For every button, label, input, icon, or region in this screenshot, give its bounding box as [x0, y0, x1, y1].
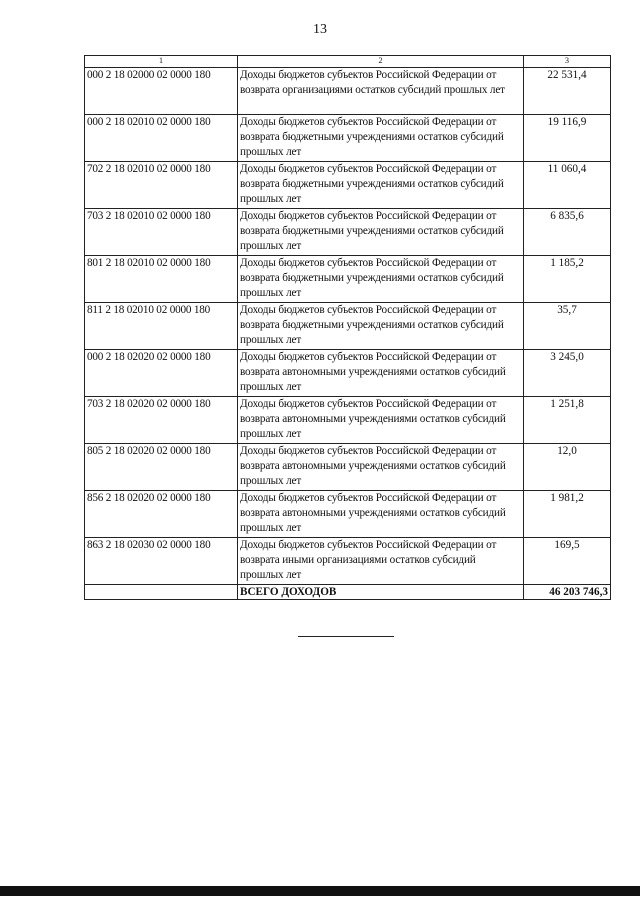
revenue-name: Доходы бюджетов субъектов Российской Федерации от возврата бюджетными учреждениями остатков субсидий прошлых лет	[238, 256, 524, 303]
end-rule	[298, 636, 394, 637]
revenue-amount: 12,0	[524, 444, 611, 491]
revenue-name: Доходы бюджетов субъектов Российской Федерации от возврата автономными учреждениями остатков субсидий прошлых лет	[238, 444, 524, 491]
column-number: 2	[238, 56, 524, 68]
budget-code: 703 2 18 02020 02 0000 180	[85, 397, 238, 444]
budget-code: 801 2 18 02010 02 0000 180	[85, 256, 238, 303]
table-row	[85, 538, 611, 585]
budget-code: 702 2 18 02010 02 0000 180	[85, 162, 238, 209]
total-label: ВСЕГО ДОХОДОВ	[238, 585, 524, 600]
total-row	[85, 585, 611, 600]
budget-code: 000 2 18 02010 02 0000 180	[85, 115, 238, 162]
revenue-amount: 169,5	[524, 538, 611, 585]
revenue-amount: 11 060,4	[524, 162, 611, 209]
budget-code: 000 2 18 02000 02 0000 180	[85, 68, 238, 115]
budget-code: 805 2 18 02020 02 0000 180	[85, 444, 238, 491]
revenue-name: Доходы бюджетов субъектов Российской Федерации от возврата автономными учреждениями остатков субсидий прошлых лет	[238, 397, 524, 444]
revenue-name: Доходы бюджетов субъектов Российской Федерации от возврата бюджетными учреждениями остатков субсидий прошлых лет	[238, 115, 524, 162]
column-number: 1	[85, 56, 238, 68]
revenue-table	[84, 55, 611, 600]
column-number-row	[85, 56, 611, 68]
budget-code: 856 2 18 02020 02 0000 180	[85, 491, 238, 538]
revenue-amount: 19 116,9	[524, 115, 611, 162]
budget-code: 863 2 18 02030 02 0000 180	[85, 538, 238, 585]
table-row	[85, 444, 611, 491]
revenue-amount: 35,7	[524, 303, 611, 350]
budget-code: 000 2 18 02020 02 0000 180	[85, 350, 238, 397]
revenue-amount: 1 251,8	[524, 397, 611, 444]
revenue-name: Доходы бюджетов субъектов Российской Федерации от возврата бюджетными учреждениями остатков субсидий прошлых лет	[238, 162, 524, 209]
table-row	[85, 162, 611, 209]
revenue-name: Доходы бюджетов субъектов Российской Федерации от возврата автономными учреждениями остатков субсидий прошлых лет	[238, 350, 524, 397]
scan-edge-bar	[0, 886, 640, 896]
table-row	[85, 350, 611, 397]
table-row	[85, 115, 611, 162]
revenue-amount: 3 245,0	[524, 350, 611, 397]
column-number: 3	[524, 56, 611, 68]
total-amount: 46 203 746,3	[524, 585, 611, 600]
table-row	[85, 397, 611, 444]
table-row	[85, 256, 611, 303]
page-number: 13	[313, 22, 327, 37]
revenue-name: Доходы бюджетов субъектов Российской Федерации от возврата организациями остатков субсидий прошлых лет	[238, 68, 524, 115]
budget-code: 703 2 18 02010 02 0000 180	[85, 209, 238, 256]
budget-code: 811 2 18 02010 02 0000 180	[85, 303, 238, 350]
revenue-name: Доходы бюджетов субъектов Российской Федерации от возврата автономными учреждениями остатков субсидий прошлых лет	[238, 491, 524, 538]
revenue-amount: 22 531,4	[524, 68, 611, 115]
revenue-name: Доходы бюджетов субъектов Российской Федерации от возврата бюджетными учреждениями остатков субсидий прошлых лет	[238, 303, 524, 350]
revenue-amount: 6 835,6	[524, 209, 611, 256]
table-row	[85, 491, 611, 538]
revenue-name: Доходы бюджетов субъектов Российской Федерации от возврата бюджетными учреждениями остатков субсидий прошлых лет	[238, 209, 524, 256]
table-row	[85, 303, 611, 350]
revenue-name: Доходы бюджетов субъектов Российской Федерации от возврата иными организациями остатков субсидий прошлых лет	[238, 538, 524, 585]
revenue-amount: 1 185,2	[524, 256, 611, 303]
revenue-amount: 1 981,2	[524, 491, 611, 538]
table-row	[85, 209, 611, 256]
total-code-cell	[85, 585, 238, 600]
table-row	[85, 68, 611, 115]
